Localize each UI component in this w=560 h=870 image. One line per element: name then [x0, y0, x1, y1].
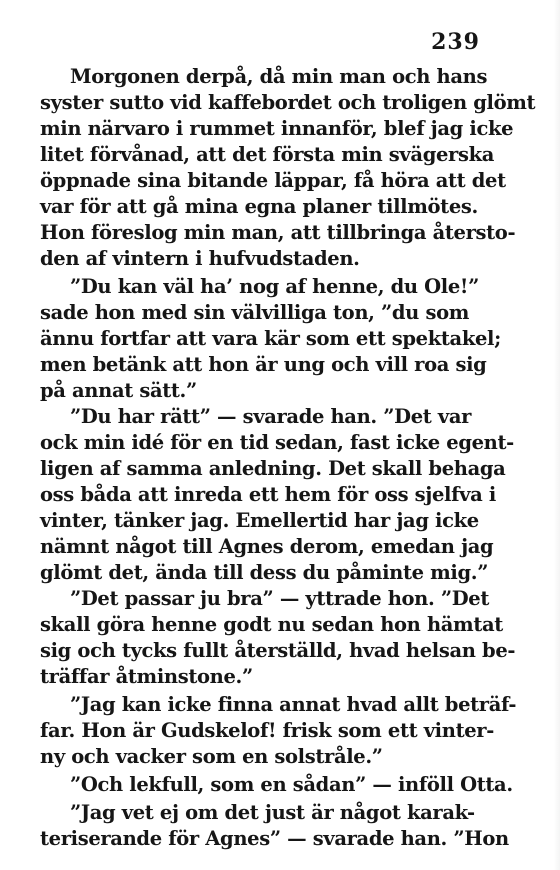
text-line: ”Det passar ju bra” — yttrade hon. ”Det — [70, 587, 490, 610]
text-line: ”Jag vet ej om det just är något karak- — [70, 801, 475, 824]
text-line: ock min idé för en tid sedan, fast icke egent- — [40, 431, 514, 454]
text-line: ”Du kan väl ha’ nog af henne, du Ole!” — [70, 275, 479, 298]
text-line: skall göra henne godt nu sedan hon hämtat — [40, 613, 503, 636]
text-line: ligen af samma anledning. Det skall behaga — [40, 457, 506, 480]
text-line: syster sutto vid kaffebordet och troligen glömt — [40, 91, 536, 114]
text-line: ”Och lekfull, som en sådan” — inföll Otta. — [70, 773, 513, 796]
text-line: vinter, tänker jag. Emellertid har jag icke — [40, 509, 479, 532]
text-line: far. Hon är Gudskelof! frisk som ett vinter- — [40, 719, 494, 742]
text-line: sade hon med sin välvilliga ton, ”du som — [40, 301, 470, 324]
text-line: Hon föreslog min man, att tillbringa återsto- — [40, 221, 516, 244]
text-line: ”Du har rätt” — svarade han. ”Det var — [70, 405, 472, 428]
text-line: teriserande för Agnes” — svarade han. ”Hon — [40, 827, 509, 850]
text-line: oss båda att inreda ett hem för oss sjelfva i — [40, 483, 496, 506]
text-line: ny och vacker som en solstråle.” — [40, 745, 383, 768]
text-line: min närvaro i rummet innanför, blef jag icke — [40, 117, 514, 140]
text-line: litet förvånad, att det första min svägerska — [40, 143, 495, 166]
page-edge — [554, 0, 560, 870]
text-line: sig och tycks fullt återställd, hvad helsan be- — [40, 639, 516, 662]
text-line: ännu fortfar att vara kär som ett spektakel; — [40, 327, 501, 350]
text-line: men betänk att hon är ung och vill roa sig — [40, 353, 487, 376]
text-line: öppnade sina bitande läppar, få höra att det — [40, 169, 506, 192]
text-line: glömt det, ända till dess du påminte mig.” — [40, 561, 489, 584]
text-line: den af vintern i hufvudstaden. — [40, 247, 360, 270]
text-line: ”Jag kan icke finna annat hvad allt beträf- — [70, 693, 517, 716]
text-line: var för att gå mina egna planer tillmötes. — [40, 195, 478, 218]
page-number: 239 — [431, 29, 480, 55]
text-line: träffar åtminstone.” — [40, 665, 253, 688]
text-line: Morgonen derpå, då min man och hans — [70, 65, 488, 88]
text-line: på annat sätt.” — [40, 379, 197, 402]
text-line: nämnt något till Agnes derom, emedan jag — [40, 535, 494, 558]
